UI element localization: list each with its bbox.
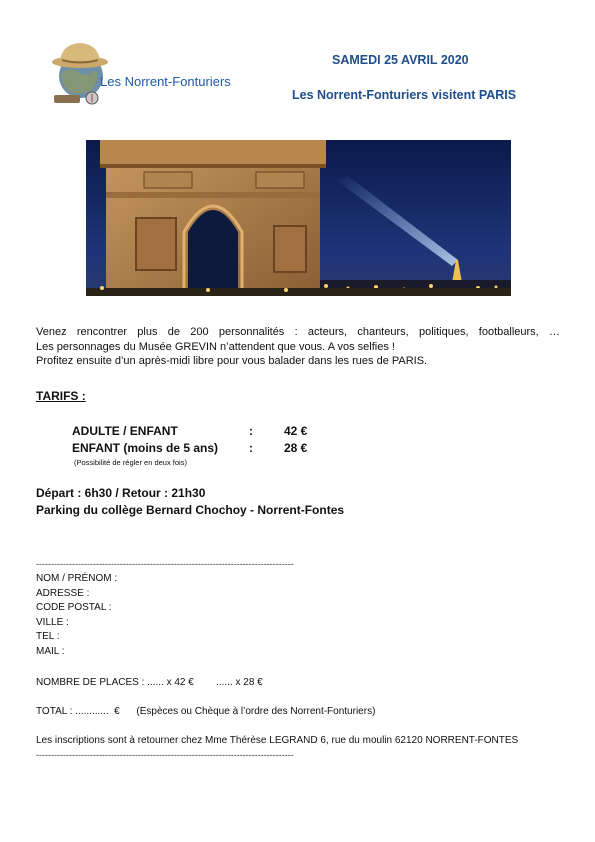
tarif-price-child: 28 € [284, 441, 308, 455]
tarif-label-child: ENFANT (moins de 5 ans) [72, 441, 219, 455]
parking-location: Parking du collège Bernard Chochoy - Norrent-Fontes [36, 503, 345, 517]
form-tel-label: TEL : [36, 631, 60, 642]
intro-line-3: Profitez ensuite d’un après-midi libre pour vous balader dans les rues de PARIS. [36, 355, 428, 367]
form-total-line: TOTAL : ............ € (Espèces ou Chèque à l’ordre des Norrent-Fonturiers) [36, 706, 376, 717]
cut-line-top: -------------------------------------------------------------------------------------- [36, 559, 294, 569]
form-postal-label: CODE POSTAL : [36, 602, 112, 613]
logo-text: Les Norrent-Fonturiers [100, 74, 231, 89]
intro-text [36, 325, 560, 369]
form-mail-label: MAIL : [36, 646, 65, 657]
form-name-label: NOM / PRÉNOM : [36, 573, 118, 584]
departure-time: Départ : 6h30 / Retour : 21h30 [36, 486, 206, 500]
cut-line-bottom: -------------------------------------------------------------------------------------- [36, 750, 294, 760]
payment-note: (Possibilité de régler en deux fois) [74, 458, 187, 467]
event-title: Les Norrent-Fonturiers visitent PARIS [292, 88, 517, 102]
arch-opening [188, 210, 238, 296]
event-date: SAMEDI 25 AVRIL 2020 [332, 53, 469, 67]
intro-line-1: Venez rencontrer plus de 200 personnalités : acteurs, chanteurs, politiques, footballeurs, … [36, 326, 560, 338]
form-return-note: Les inscriptions sont à retourner chez Mme Thérèse LEGRAND 6, rue du moulin 62120 NORRENT-FONTES [36, 735, 519, 746]
tarif-colon: : [249, 441, 253, 455]
right-relief [274, 226, 306, 272]
form-places-line: NOMBRE DE PLACES : ...... x 42 € ...... x 28 € [36, 677, 263, 688]
tarif-label-adult: ADULTE / ENFANT [72, 424, 178, 438]
form-address-label: ADRESSE : [36, 588, 90, 599]
form-city-label: VILLE : [36, 617, 69, 628]
tarifs-heading: TARIFS : [36, 389, 86, 403]
tarif-colon: : [249, 424, 253, 438]
intro-line-2: Les personnages du Musée GREVIN n’attendent que vous. A vos selfies ! [36, 340, 395, 353]
arc-de-triomphe-photo [86, 140, 511, 296]
tarif-price-adult: 42 € [284, 424, 308, 438]
left-relief [136, 218, 176, 270]
